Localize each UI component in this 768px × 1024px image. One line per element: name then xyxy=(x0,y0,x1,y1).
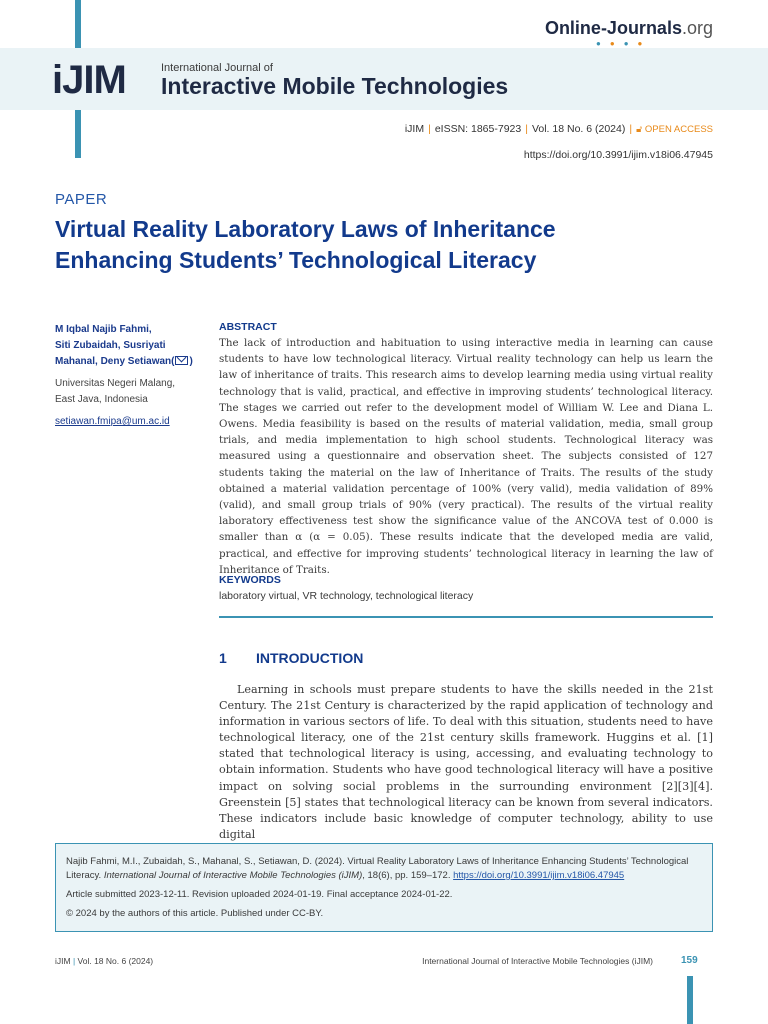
section-divider xyxy=(219,616,713,618)
keywords-body: laboratory virtual, VR technology, technological literacy xyxy=(219,590,474,602)
citation-doi-link[interactable]: https://doi.org/10.3991/ijim.v18i06.47945 xyxy=(453,870,625,881)
journal-logo: iJIM xyxy=(52,58,126,102)
article-type-label: PAPER xyxy=(55,191,108,208)
author-list xyxy=(55,322,215,370)
brand-name: Online-Journals xyxy=(544,18,682,38)
issue-meta: iJIM | eISSN: 1865-7923 | Vol. 18 No. 6 (2024) | 🔓︎ OPEN ACCESS xyxy=(404,123,713,135)
citation-dates: Article submitted 2023-12-11. Revision uploaded 2024-01-19. Final acceptance 2024-01-22. xyxy=(66,889,453,900)
open-access-icon: 🔓︎ xyxy=(636,124,645,135)
open-access-label: OPEN ACCESS xyxy=(644,124,713,135)
journal-subtitle: International Journal of xyxy=(161,62,273,74)
brand-tld: .org xyxy=(681,18,713,38)
accent-bar-bottom xyxy=(687,976,693,1024)
publisher-brand[interactable] xyxy=(545,18,713,39)
author-line-1: M Iqbal Najib Fahmi, xyxy=(55,324,152,335)
brand-dots-decoration: ●●●● xyxy=(596,39,652,48)
corresponding-email-link[interactable]: setiawan.fmipa@um.ac.id xyxy=(55,416,170,427)
abstract-heading: ABSTRACT xyxy=(219,321,277,333)
affiliation-line-1: Universitas Negeri Malang, xyxy=(55,378,176,389)
affiliation-line-2: East Java, Indonesia xyxy=(55,393,148,405)
mail-icon[interactable] xyxy=(175,356,188,365)
footer-journal-name: International Journal of Interactive Mobile Technologies (iJIM) xyxy=(422,956,653,966)
author-line-2: Siti Zubaidah, Susriyati xyxy=(55,340,166,351)
citation-reference: Najib Fahmi, M.I., Zubaidah, S., Mahanal, S., Setiawan, D. (2024). Virtual Reality Laboratory Laws of Inheritance Enhancing Students’ Technological Literacy. International Journal of Interactive Mobile Technologies (iJIM), 18(6), pp. 159–172. https://doi.org/10.3991/ijim.v18i06.47945 xyxy=(66,856,689,881)
accent-bar-mid xyxy=(75,110,81,158)
meta-journal-abbr: iJIM xyxy=(404,123,425,135)
abstract-body: The lack of introduction and habituation to using interactive media in learning can cause students to have low technological literacy. Virtual reality technology can help us learn the law of inheritance of traits. This research aims to develop learning media using virtual reality technology that is valid, practical, and effective in improving students’ technological literacy. The stages we carried out refer to the development model of William W. Lee and Diana L. Owens. Media feasibility is based on the results of material validation, media, small group trials, and media implementation to high school students. Technological literacy was measured using a questionnaire and observation sheet. The subjects consisted of 127 students taking the material on the law of Inheritance of Traits. The results of the study obtained a material validation percentage of 100% (very valid), media validation of 89% (valid), and small group trials of 90% (very practical). The results of the virtual reality laboratory effectiveness test show the significance value of the ANCOVA test of 0.000 is smaller than α (α = 0.05). These results indicate that the developed media are valid, practical, and effective for improving students’ technological literacy in learning the law of Inheritance of Traits. xyxy=(219,337,713,576)
affiliation xyxy=(55,376,215,407)
intro-body: Learning in schools must prepare students to have the skills needed in the 21st Century. The 21st Century is characterized by the rapid application of technology and information in various sectors of life. To deal with this situation, students need to have technological literacy, one of the 21st century skills framework. Huggins et al. [1] stated that technological literacy is using, accessing, and evaluating technology to obtain information. Students who have good technological literacy will have a positive impact on solving social problems in the surrounding environment [2][3][4]. Greenstein [5] states that technological literacy can be known from several indicators. These indicators include basic knowledge of computer technology, ability to use digital xyxy=(219,683,713,841)
citation-license: © 2024 by the authors of this article. Published under CC-BY. xyxy=(66,908,324,919)
citation-journal: International Journal of Interactive Mobile Technologies (iJIM) xyxy=(103,870,363,881)
accent-bar-top xyxy=(75,0,81,48)
journal-title: Interactive Mobile Technologies xyxy=(161,73,509,99)
meta-eissn: eISSN: 1865-7923 xyxy=(434,123,522,135)
page-number: 159 xyxy=(681,955,698,966)
footer-left: iJIM | Vol. 18 No. 6 (2024) xyxy=(55,956,154,966)
intro-section-heading: INTRODUCTION xyxy=(256,650,364,666)
meta-volume: Vol. 18 No. 6 (2024) xyxy=(531,123,626,135)
article-title: Virtual Reality Laboratory Laws of Inheritance Enhancing Students’ Technological Literacy xyxy=(55,216,556,273)
author-line-3: Mahanal, Deny Setiawan( ) xyxy=(55,356,193,367)
keywords-heading: KEYWORDS xyxy=(219,574,281,586)
intro-section-number: 1 xyxy=(219,650,227,666)
doi-link[interactable]: https://doi.org/10.3991/ijim.v18i06.47945 xyxy=(523,149,713,161)
citation-box xyxy=(55,843,713,932)
